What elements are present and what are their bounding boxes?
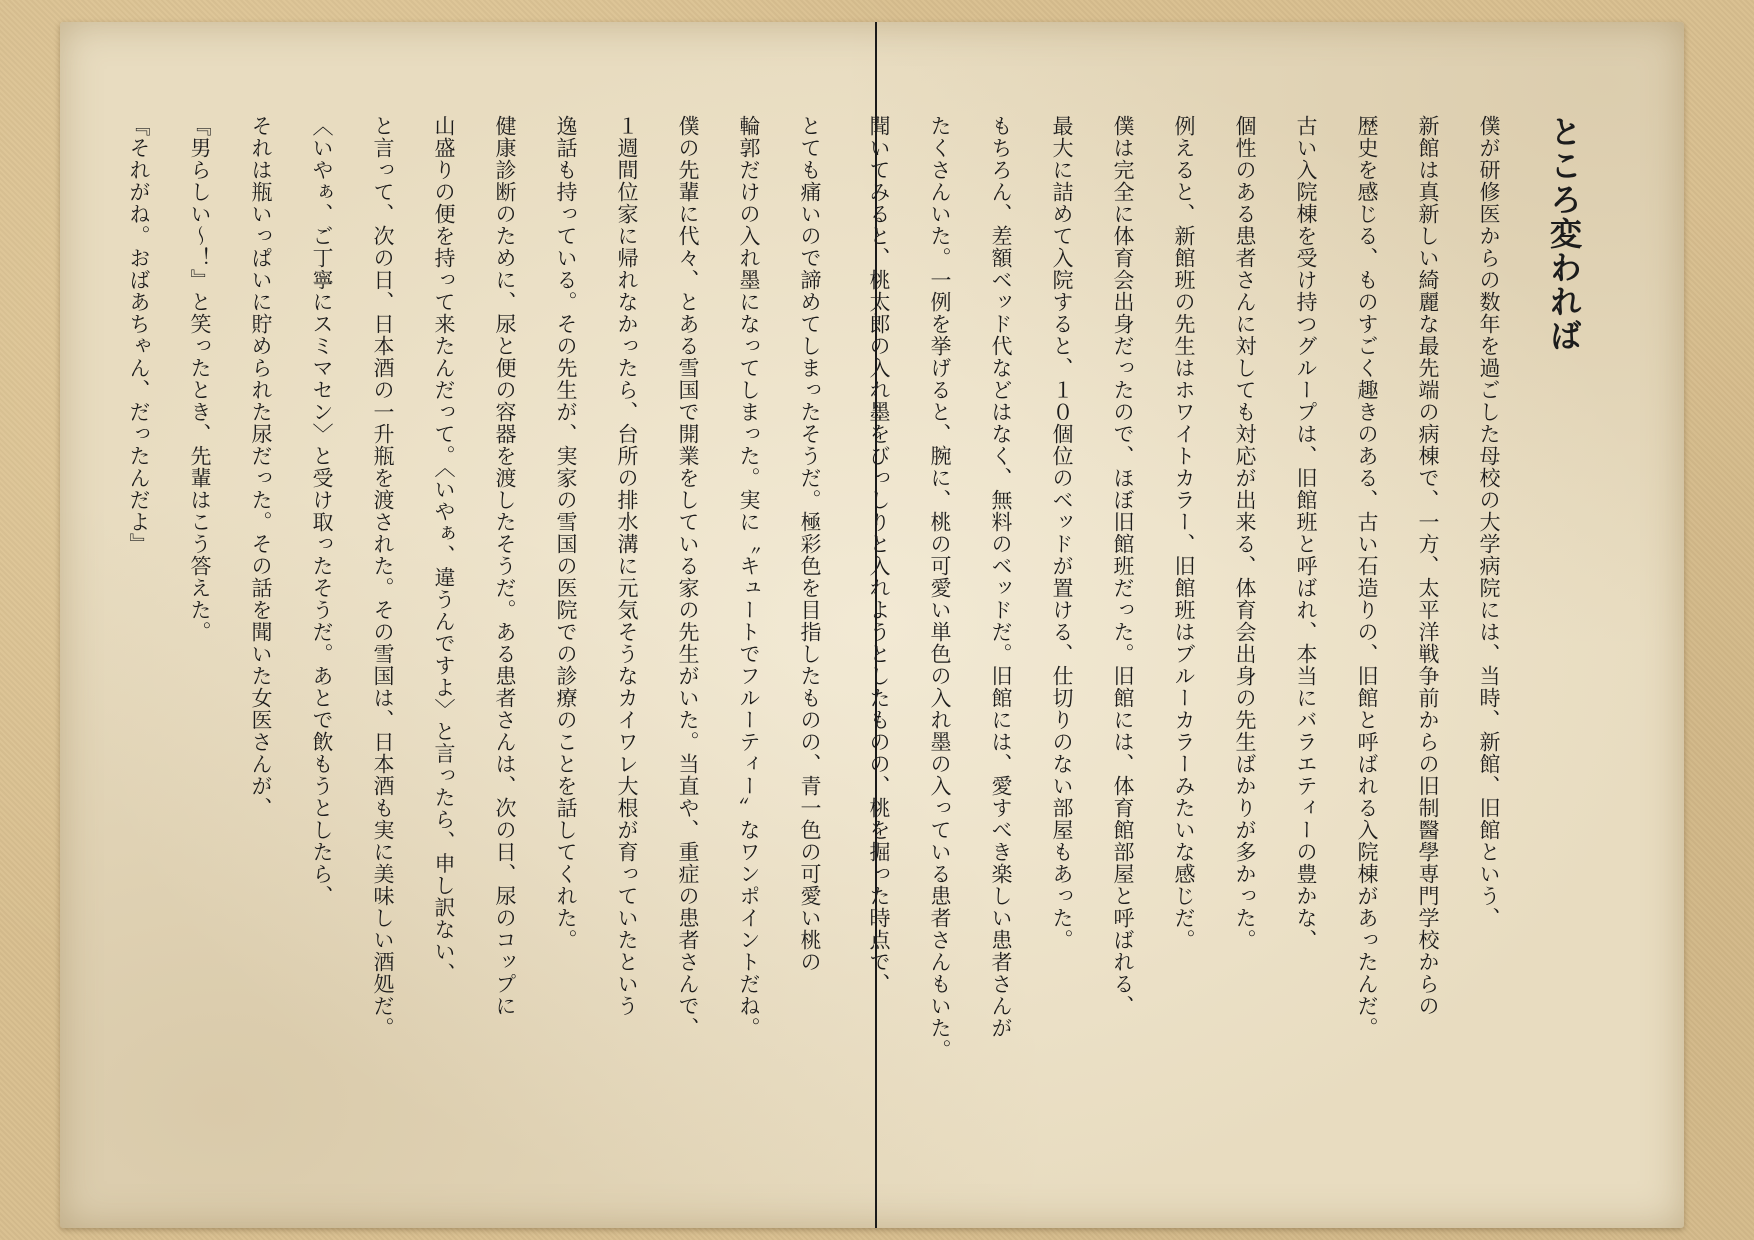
text-line: 最大に詰めて入院すると、１０個位のベッドが置ける、仕切りのない部屋もあった。 xyxy=(1050,115,1074,951)
text-line: 歴史を感じる、ものすごく趣きのある、古い石造りの、旧館と呼ばれる入院棟があったんだ。 xyxy=(1355,115,1379,1039)
text-line: 山盛りの便を持って来たんだって。〈いやぁ、違うんですよ〉と言ったら、申し訳ない、 xyxy=(432,115,456,985)
text-line: それは瓶いっぱいに貯められた尿だった。その話を聞いた女医さんが、 xyxy=(249,115,273,819)
text-line: もちろん、差額ベッド代などはなく、無料のベッドだ。旧館には、愛すべき楽しい患者さんが xyxy=(989,115,1013,1039)
text-line: 逸話も持っている。その先生が、実家の雪国の医院での診療のことを話してくれた。 xyxy=(554,115,578,951)
text-line: 例えると、新館班の先生はホワイトカラー、旧館班はブルーカラーみたいな感じだ。 xyxy=(1172,115,1196,951)
text-line: １週間位家に帰れなかったら、台所の排水溝に元気そうなカイワレ大根が育っていたという xyxy=(615,115,639,1017)
left-page xyxy=(110,115,840,1115)
text-line: 〈いやぁ、ご丁寧にスミマセン〉と受け取ったそうだ。あとで飲もうとしたら、 xyxy=(310,115,334,907)
text-line: 健康診断のために、尿と便の容器を渡したそうだ。ある患者さんは、次の日、尿のコップに xyxy=(493,115,517,1017)
text-line: 輪郭だけの入れ墨になってしまった。実に〝キュートでフルーティー〟なワンポイントだね。 xyxy=(737,115,761,1039)
text-line: と言って、次の日、日本酒の一升瓶を渡された。その雪国は、日本酒も実に美味しい酒処だ。 xyxy=(371,115,395,1039)
right-page xyxy=(848,115,1594,1115)
text-line: 僕は完全に体育会出身だったので、ほぼ旧館班だった。旧館には、体育館部屋と呼ばれる、 xyxy=(1111,115,1135,1017)
text-line: 個性のある患者さんに対しても対応が出来る、体育会出身の先生ばかりが多かった。 xyxy=(1233,115,1257,951)
text-line: 古い入院棟を受け持つグループは、旧館班と呼ばれ、本当にバラエティーの豊かな、 xyxy=(1294,115,1318,951)
text-line: 『男らしい～！』と笑ったとき、先輩はこう答えた。 xyxy=(188,115,212,643)
text-line: 『それがね。おばあちゃん、だったんだよ』 xyxy=(127,115,151,555)
text-line: 聞いてみると、桃太郎の入れ墨をびっしりと入れようとしたものの、桃を掘った時点で、 xyxy=(867,115,891,995)
text-line: とても痛いので諦めてしまったそうだ。極彩色を目指したものの、青一色の可愛い桃の xyxy=(798,115,822,973)
text-line: 新館は真新しい綺麗な最先端の病棟で、一方、太平洋戦争前からの旧制醫學専門学校からの xyxy=(1416,115,1440,1017)
text-line: 僕の先輩に代々、とある雪国で開業をしている家の先生がいた。当直や、重症の患者さんで、 xyxy=(676,115,700,1039)
text-line: たくさんいた。一例を挙げると、腕に、桃の可愛い単色の入れ墨の入っている患者さんもいた。 xyxy=(928,115,952,1061)
chapter-title: ところ変われば xyxy=(1545,115,1583,353)
text-line: 僕が研修医からの数年を過ごした母校の大学病院には、当時、新館、旧館という、 xyxy=(1477,115,1501,929)
